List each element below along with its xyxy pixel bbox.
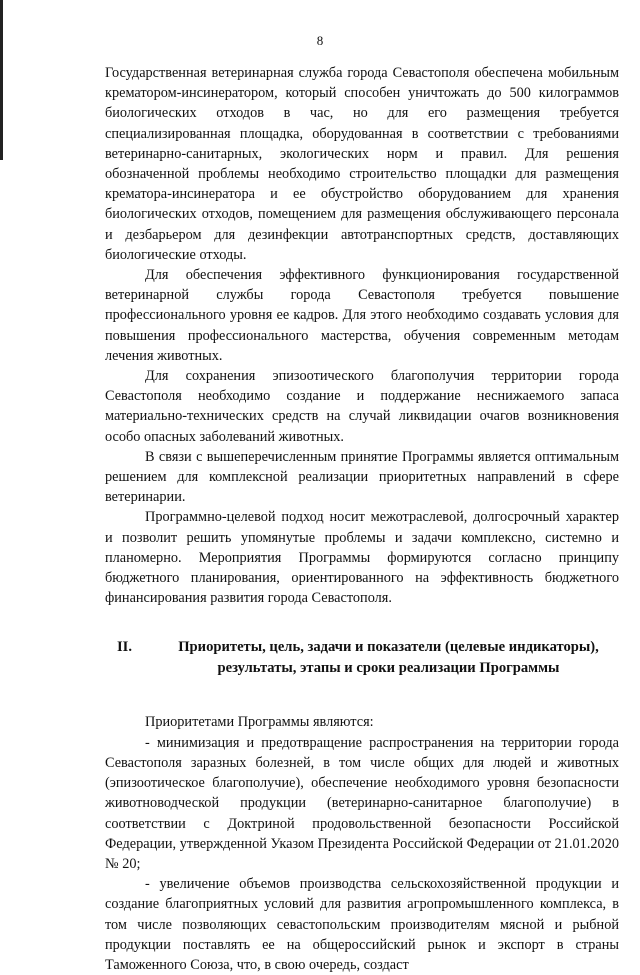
priorities-intro: Приоритетами Программы являются: (145, 714, 374, 731)
section-number: II. (117, 639, 133, 656)
paragraph-program-approach: Программно-целевой подход носит межотраслевой, долгосрочный характер и позволит решить упомянутые проблемы и задачи комплексно, системно и планомерно. Мероприятия Программы формируются согласно принципу бюджетного планирования, ориентированного на эффективность бюджетного финансирования развития города Севастополя. (105, 509, 619, 607)
section-heading (105, 637, 619, 679)
section-title: Приоритеты, цель, задачи и показатели (целевые индикаторы), результаты, этапы и сроки реализации Программы (178, 639, 599, 677)
paragraph-reserve-stock: Для сохранения эпизоотического благополучия территории города Севастополя необходимо создание и поддержание неснижаемого запаса материально-технических средств на случай ликвидации очагов возникновения особо опасных заболеваний животных. (105, 368, 619, 445)
scan-edge-mark (0, 0, 3, 160)
document-body (105, 63, 619, 975)
paragraph-staff-training: Для обеспечения эффективного функционирования государственной ветеринарной службы города Севастополя требуется повышение профессионального уровня ее кадров. Для этого необходимо создавать условия для повышения профессионального мастерства, обучения современным методам лечения животных. (105, 267, 619, 364)
priority-item: - минимизация и предотвращение распространения на территории города Севастополя заразных болезней, в том числе общих для людей и животных (эпизоотическое благополучие), обеспечение необходимого уровня безопасности животноводческой продукции (ветеринарно-санитарное благополучие) в соответствии с Доктриной продовольственной безопасности Российской Федерации, утвержденной Указом Президента Российской Федерации от 21.01.2020 № 20; (105, 734, 619, 872)
priority-item: - увеличение объемов производства сельскохозяйственной продукции и создание благоприятных условий для развития агропромышленного комплекса, в том числе позволяющих севастопольским производителям мясной и рыбной продукции поставлять ее на общероссийский рынок и экспорт в страны Таможенного Союза, что, в свою очередь, создаст (105, 876, 619, 973)
paragraph-biowaste: Государственная ветеринарная служба города Севастополя обеспечена мобильным крематором-инсинератором, который способен уничтожать до 500 килограммов биологических отходов в час, но для его размещения требуется специализированная площадка, оборудованная в соответствии с требованиями ветеринарно-санитарных, экологических норм и правил. Для решения обозначенной проблемы необходимо строительство площадки для размещения крематора-инсинератора и ее обустройство оборудованием для хранения биологических отходов, помещением для размещения обслуживающего персонала и дезбарьером для дезинфекции автотранспортных средств, доставляющих биологические отходы. (105, 65, 619, 263)
paragraph-program-adoption: В связи с вышеперечисленным принятие Программы является оптимальным решением для комплексной реализации приоритетных направлений в сфере ветеринарии. (105, 448, 619, 506)
page-number: 8 (316, 33, 324, 48)
